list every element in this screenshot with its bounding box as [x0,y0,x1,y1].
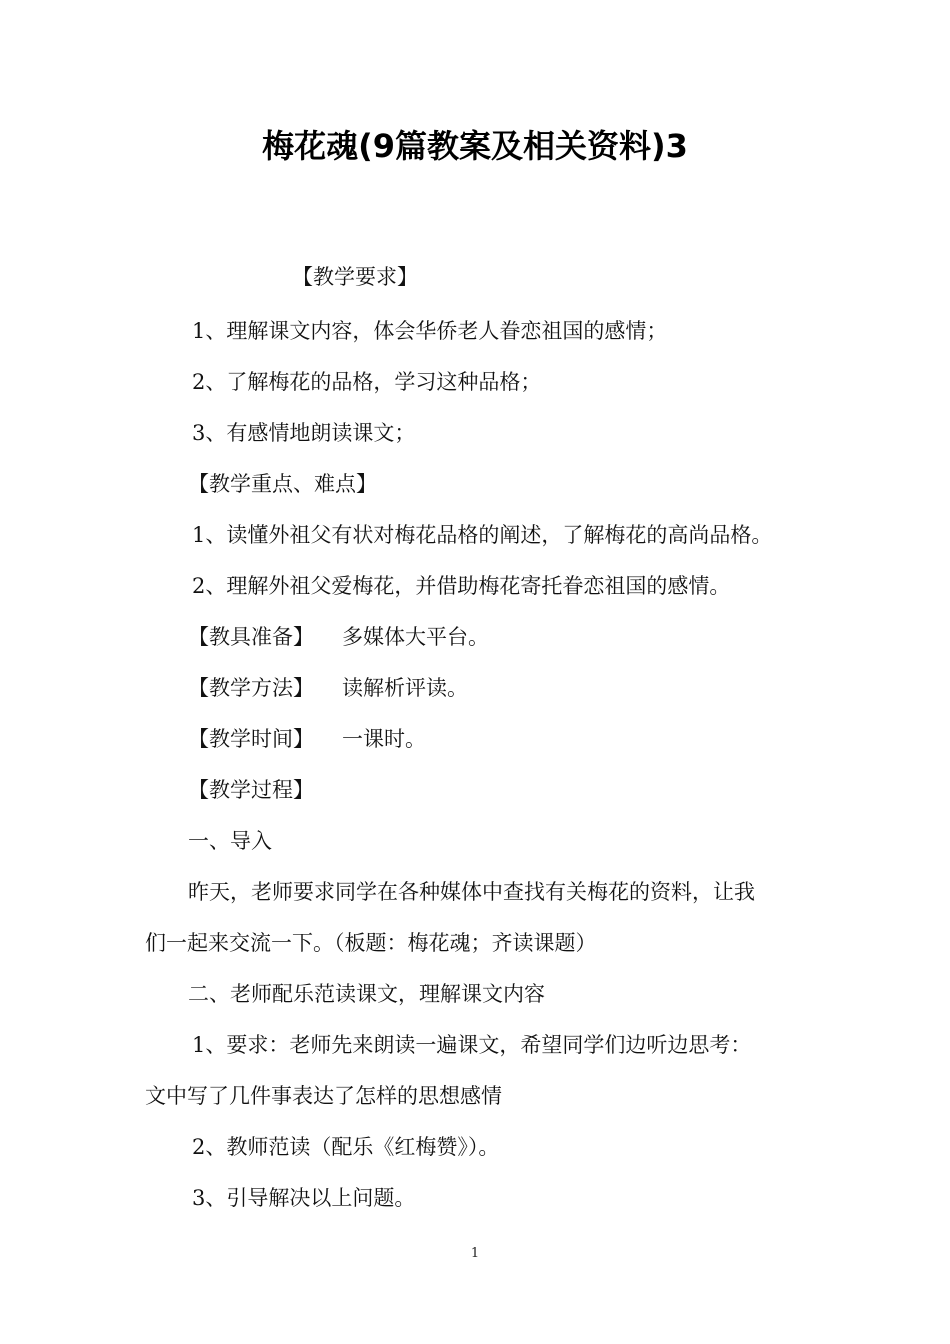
section-heading-requirements: 【教学要求】 [292,265,418,289]
labeled-line-value: 多媒体大平台。 [342,625,489,649]
paragraph-line: 昨天，老师要求同学在各种媒体中查找有关梅花的资料，让我 [188,880,755,904]
labeled-line-teaching-time [188,724,426,754]
page-number: 1 [470,1246,480,1261]
labeled-line-teaching-method [188,673,468,703]
labeled-line-teaching-process [188,775,314,805]
step-heading-reading: 二、老师配乐范读课文，理解课文内容 [188,982,545,1006]
step-heading-introduction: 一、导入 [188,829,272,853]
labeled-line-value: 一课时。 [342,727,426,751]
paragraph-line: 1、要求：老师先来朗读一遍课文，希望同学们边听边思考： [192,1033,752,1057]
key-point-item-2: 2、理解外祖父爱梅花，并借助梅花寄托眷恋祖国的感情。 [192,574,731,598]
paragraph-line: 文中写了几件事表达了怎样的思想感情 [145,1084,502,1108]
requirement-item-2: 2、了解梅花的品格，学习这种品格； [192,370,542,394]
labeled-line-value: 读解析评读。 [342,676,468,700]
labeled-line-teaching-aids [188,622,489,652]
labeled-line-label: 【教学过程】 [188,778,314,802]
key-point-item-1: 1、读懂外祖父有状对梅花品格的阐述，了解梅花的高尚品格。 [192,523,773,547]
requirement-item-1: 1、理解课文内容，体会华侨老人眷恋祖国的感情； [192,319,668,343]
paragraph-line: 们一起来交流一下。（板题：梅花魂；齐读课题） [145,931,597,955]
labeled-line-label: 【教学方法】 [188,676,314,700]
requirement-item-3: 3、有感情地朗读课文； [192,421,416,445]
section-heading-key-points: 【教学重点、难点】 [188,472,377,496]
labeled-line-label: 【教学时间】 [188,727,314,751]
document-title: 梅花魂(9篇教案及相关资料)3 [262,127,688,165]
labeled-line-label: 【教具准备】 [188,625,314,649]
paragraph-line: 3、引导解决以上问题。 [192,1186,416,1210]
paragraph-line: 2、教师范读（配乐《红梅赞》）。 [192,1135,500,1159]
